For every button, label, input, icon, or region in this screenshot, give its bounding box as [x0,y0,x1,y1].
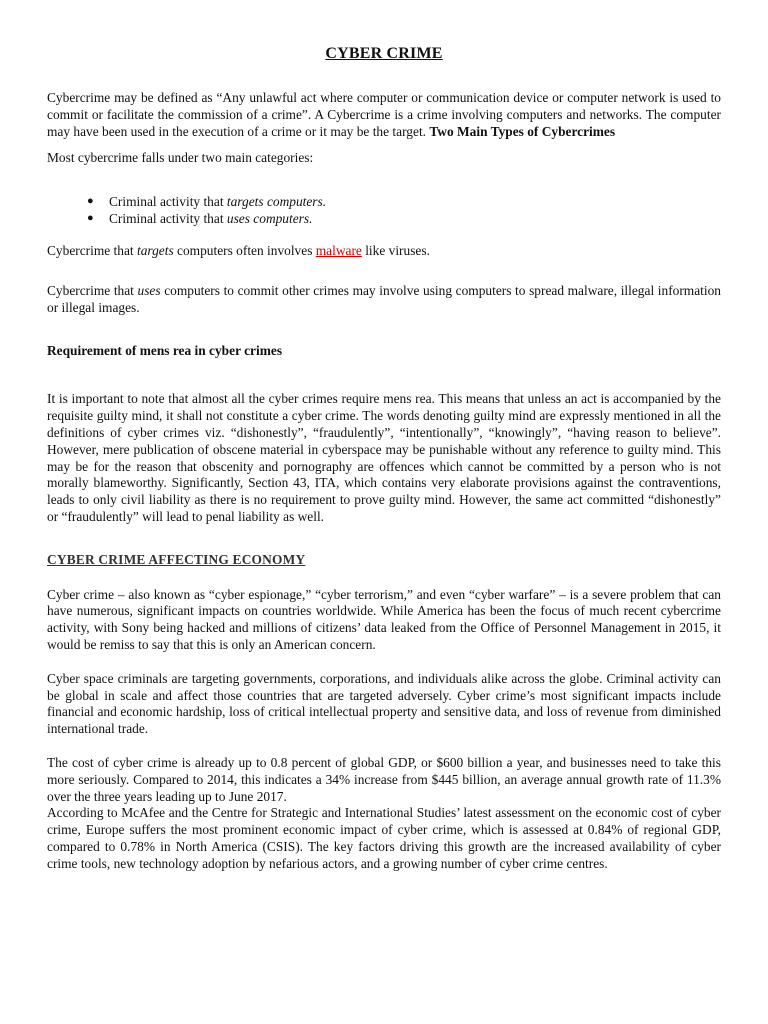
list-item [87,193,721,210]
list-item-prefix: Criminal activity that [109,211,227,227]
types-heading: Two Main Types of Cybercrimes [429,123,616,139]
targets-paragraph [47,243,721,260]
intro-paragraph [47,90,721,140]
list-item [87,210,721,227]
text-run: like viruses. [361,243,430,259]
economy-paragraph-2: Cyber space criminals are targeting governments, corporations, and individuals alike across the globe. Criminal activity can be global in scale and affect those countries that are targeted adversely. Cyber crime’s most significant impacts include financial and economic hardship, loss of critical intellectual property and sensitive data, and loss of revenue from diminished international trade. [47,670,721,737]
uses-paragraph [47,283,721,317]
emphasis-targets: targets [136,243,174,259]
bullet-icon: ● [87,212,94,225]
text-run: Cybercrime that [47,243,137,259]
economy-paragraph-3: The cost of cyber crime is already up to 0.8 percent of global GDP, or $600 billion a year, and businesses need to take this more seriously. Compared to 2014, this indicates a 34% increase from $445 billion, an average annual growth rate of 11.3% over the three years leading up to June 2017. [47,754,721,804]
mens-rea-heading: Requirement of mens rea in cyber crimes [47,342,283,358]
category-list [47,193,721,227]
list-item-emphasis: targets computers. [226,194,327,210]
emphasis-uses: uses [137,282,161,298]
economy-heading: CYBER CRIME AFFECTING ECONOMY [47,551,306,567]
list-item-emphasis: uses computers. [226,211,313,227]
economy-paragraph-1: Cyber crime – also known as “cyber espionage,” “cyber terrorism,” and even “cyber warfare” – is a severe problem that can have numerous, significant impacts on countries worldwide. While America has been the focus of much recent cybercrime activity, with Sony being hacked and millions of citizens’ data leaked from the Office of Personnel Management in 2015, it would be remiss to say that this is only an American concern. [47,586,721,652]
economy-paragraph-4: According to McAfee and the Centre for Strategic and International Studies’ latest assessment on the economic cost of cyber crime, Europe suffers the most prominent economic impact of cyber crime, which is assessed at 0.84% of regional GDP, compared to 0.78% in North America (CSIS). The key factors driving this growth are the increased availability of cyber crime tools, new technology adoption by nefarious actors, and a growing number of cyber crime centres. [47,805,721,871]
intro-text: Cybercrime may be defined as “Any unlawful act where computer or communication device or computer network is used to commit or facilitate the commission of a crime”. A Cybercrime is a crime involving computers and networks. The computer may have been used in the execution of a crime or it may be the target. [47,90,721,139]
malware-link[interactable]: malware [315,243,362,259]
text-run: computers often involves [173,243,316,259]
text-run: computers to commit other crimes may involve using computers to spread malware, illegal information or illegal images. [47,282,721,315]
categories-intro: Most cybercrime falls under two main categories: [47,150,314,166]
text-run: Cybercrime that [47,282,138,298]
list-item-prefix: Criminal activity that [109,194,227,210]
page-title: CYBER CRIME [325,45,443,62]
mens-rea-paragraph: It is important to note that almost all the cyber crimes require mens rea. This means that unless an act is accompanied by the requisite guilty mind, it shall not constitute a cyber crime. The words denoting guilty mind are expressly mentioned in all the definitions of cyber crimes viz. “dishonestly”, “fraudulently”, “intentionally”, “knowingly”, “having reason to believe”. However, mere publication of obscene material in cyberspace may be punishable without any reference to guilty mind. This may be for the reason that obscenity and pornography are offences which cannot be committed by a person who is not morally blameworthy. Significantly, Section 43, ITA, which contains very elaborate provisions against the contraventions, leads to only civil liability as there is no requirement to prove guilty mind. However, the same act committed “dishonestly” or “fraudulently” will lead to penal liability as well. [47,391,721,524]
bullet-icon: ● [87,195,94,208]
